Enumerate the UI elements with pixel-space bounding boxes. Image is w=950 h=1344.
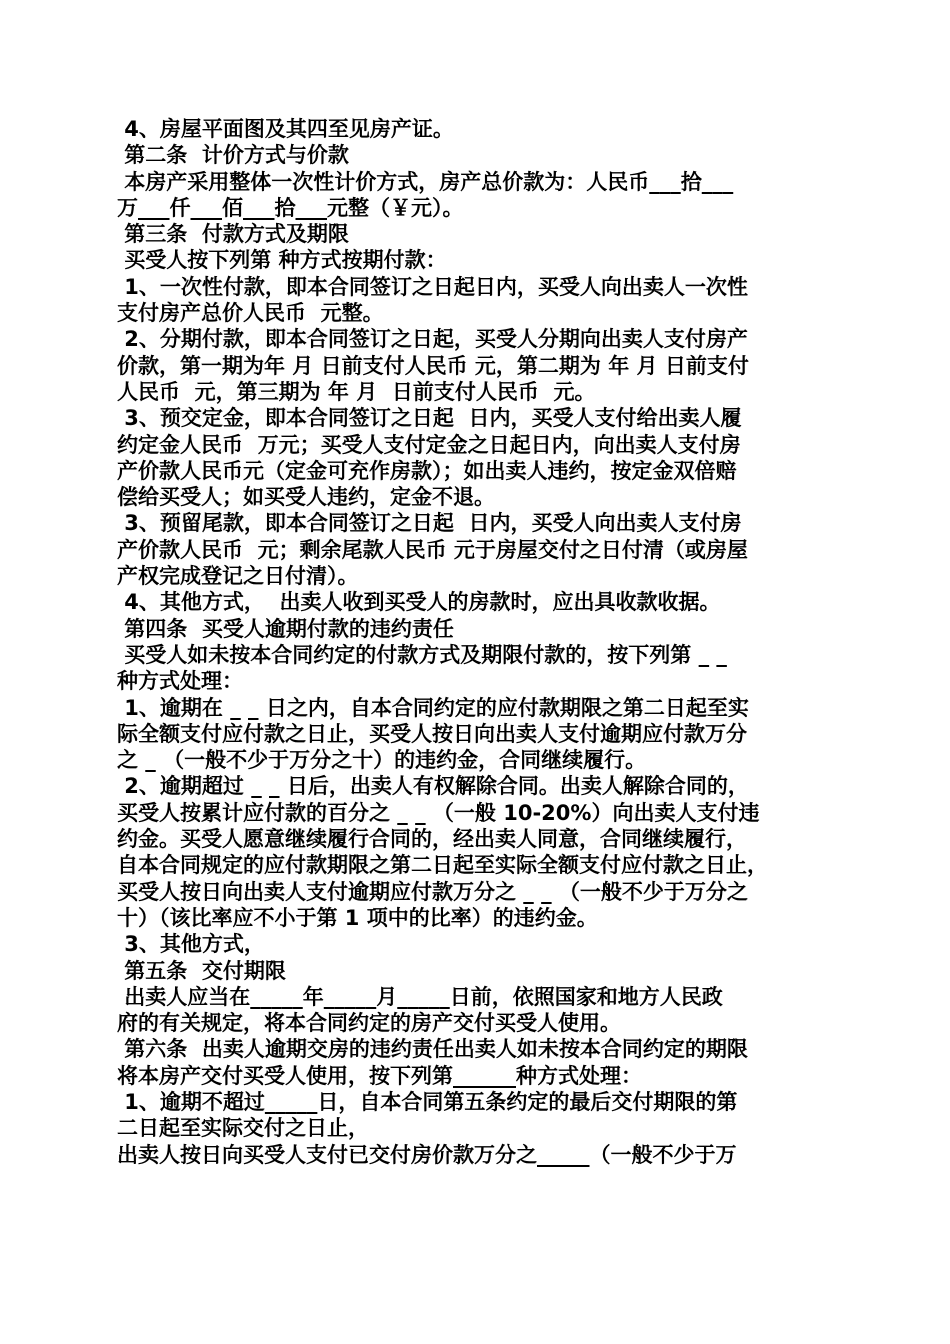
text-line: 买受人如未按本合同约定的付款方式及期限付款的，按下列第 _ _	[117, 642, 727, 667]
text-line: 3、预留尾款，即本合同签订之日起 日内，买受人向出卖人支付房	[117, 511, 742, 536]
text-line: 买受人按累计应付款的百分之 _ _ （一般 10-20%）向出卖人支付违	[117, 800, 760, 825]
section-heading-article-3: 第三条 付款方式及期限	[117, 222, 349, 247]
text-line: 1、一次性付款，即本合同签订之日起日内，买受人向出卖人一次性	[117, 274, 748, 299]
text-line: 4、房屋平面图及其四至见房产证。	[117, 117, 454, 141]
text-line: 出卖人按日向买受人支付已交付房价款万分之_____（一般不少于万	[117, 1142, 737, 1167]
text-line: 之 _ （一般不少于万分之十）的违约金，合同继续履行。	[117, 748, 647, 773]
text-line: 府的有关规定，将本合同约定的房产交付买受人使用。	[117, 1011, 621, 1036]
text-line: 支付房产总价人民币 元整。	[117, 301, 384, 326]
text-line: 产价款人民币元（定金可充作房款）；如出卖人违约，按定金双倍赔	[117, 458, 737, 483]
text-line: 人民币 元，第三期为 年 月 日前支付人民币 元。	[117, 379, 596, 404]
text-line: 2、逾期超过 _ _ 日后，出卖人有权解除合同。出卖人解除合同的，	[117, 774, 749, 799]
text-line: 买受人按日向出卖人支付逾期应付款万分之 _ _ （一般不少于万分之	[117, 879, 748, 904]
text-line: 1、逾期不超过_____日，自本合同第五条约定的最后交付期限的第	[117, 1089, 738, 1114]
text-line: 3、其他方式，	[117, 932, 265, 957]
text-line: 本房产采用整体一次性计价方式，房产总价款为：人民币___拾___	[117, 169, 734, 194]
section-heading-article-5: 第五条 交付期限	[117, 958, 286, 983]
section-heading-article-4: 第四条 买受人逾期付款的违约责任	[117, 616, 454, 641]
text-line: 万___仟___佰___拾___元整（￥元）。	[117, 195, 464, 220]
text-line: 约定金人民币 万元；买受人支付定金之日起日内，向出卖人支付房	[117, 432, 741, 457]
text-line: 将本房产交付买受人使用，按下列第______种方式处理：	[117, 1063, 642, 1088]
text-line: 2、分期付款，即本合同签订之日起，买受人分期向出卖人支付房产	[117, 327, 748, 352]
section-heading-article-6: 第六条 出卖人逾期交房的违约责任出卖人如未按本合同约定的期限	[117, 1037, 748, 1062]
section-heading-article-2: 第二条 计价方式与价款	[117, 143, 349, 168]
text-line: 买受人按下列第 种方式按期付款：	[117, 248, 447, 273]
text-line: 3、预交定金，即本合同签订之日起 日内，买受人支付给出卖人履	[117, 406, 742, 431]
text-line: 1、逾期在 _ _ 日之内，自本合同约定的应付款期限之第二日起至实	[117, 695, 749, 720]
text-line: 出卖人应当在_____年_____月_____日前，依照国家和地方人民政	[117, 984, 723, 1009]
text-line: 产价款人民币 元；剩余尾款人民币 元于房屋交付之日付清（或房屋	[117, 537, 748, 562]
text-line: 价款，第一期为年 月 日前支付人民币 元，第二期为 年 月 日前支付	[117, 353, 749, 378]
text-line: 际全额支付应付款之日止，买受人按日向出卖人支付逾期应付款万分	[117, 721, 747, 746]
text-line: 偿给买受人；如买受人违约，定金不退。	[117, 485, 495, 510]
text-line: 种方式处理：	[117, 669, 243, 694]
text-line: 二日起至实际交付之日止，	[117, 1116, 369, 1141]
text-line: 4、其他方式， 出卖人收到买受人的房款时，应出具收款收据。	[117, 590, 721, 615]
document-page	[117, 116, 847, 1168]
text-line: 产权完成登记之日付清）。	[117, 564, 359, 589]
text-line: 自本合同规定的应付款期限之第二日起至实际全额支付应付款之日止，	[117, 853, 768, 878]
text-line: 十）（该比率应不小于第 1 项中的比率）的违约金。	[117, 905, 598, 930]
text-line: 约金。买受人愿意继续履行合同的，经出卖人同意，合同继续履行，	[117, 827, 747, 852]
